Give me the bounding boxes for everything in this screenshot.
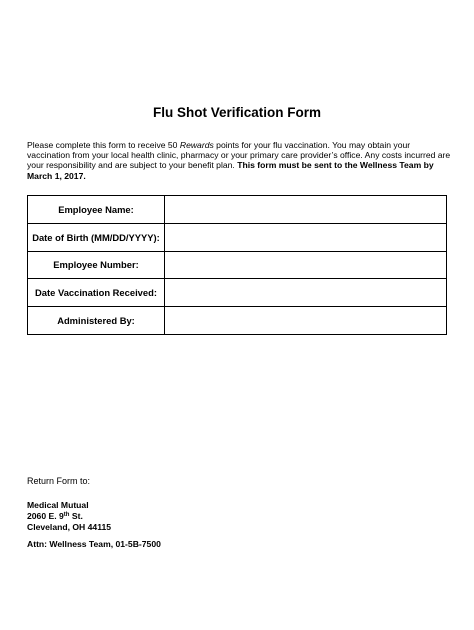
employee-number-label: Employee Number: [28, 251, 165, 279]
intro-text-1: Please complete this form to receive 50 [27, 140, 180, 150]
date-of-birth-field[interactable] [165, 223, 447, 251]
return-address [27, 500, 111, 532]
table-row [28, 307, 447, 335]
administered-by-field[interactable] [165, 307, 447, 335]
form-title: Flu Shot Verification Form [152, 105, 321, 120]
intro-paragraph [27, 140, 452, 181]
table-row [28, 251, 447, 279]
attention-line: Attn: Wellness Team, 01-5B-7500 [27, 539, 161, 549]
street-suffix: St. [69, 510, 83, 521]
return-heading: Return Form to: [27, 476, 91, 486]
employee-number-field[interactable] [165, 251, 447, 279]
administered-by-label: Administered By: [28, 307, 165, 335]
date-vaccination-field[interactable] [165, 279, 447, 307]
employee-name-field[interactable] [165, 196, 447, 224]
street-address [27, 511, 111, 522]
date-of-birth-label: Date of Birth (MM/DD/YYYY): [28, 223, 165, 251]
intro-deadline: This form must be sent to the Wellness Team by March 1, 2017. [27, 160, 434, 181]
table-row [28, 196, 447, 224]
employee-name-label: Employee Name: [28, 196, 165, 224]
street-ordinal: th [63, 511, 70, 518]
date-vaccination-label: Date Vaccination Received: [28, 279, 165, 307]
intro-text-2: points for your flu vaccination. You may obtain your vaccination from your local health clinic, pharmacy or your primary care provider’s office. Any costs incurred are your responsibility and are subject to your benefit plan. [27, 140, 451, 171]
street-number: 2060 E. 9 [27, 510, 64, 521]
verification-table [27, 195, 447, 335]
intro-rewards: Rewards [179, 140, 214, 150]
table-row [28, 223, 447, 251]
table-row [28, 279, 447, 307]
company-name: Medical Mutual [27, 500, 89, 510]
city-state-zip: Cleveland, OH 44115 [27, 521, 112, 532]
